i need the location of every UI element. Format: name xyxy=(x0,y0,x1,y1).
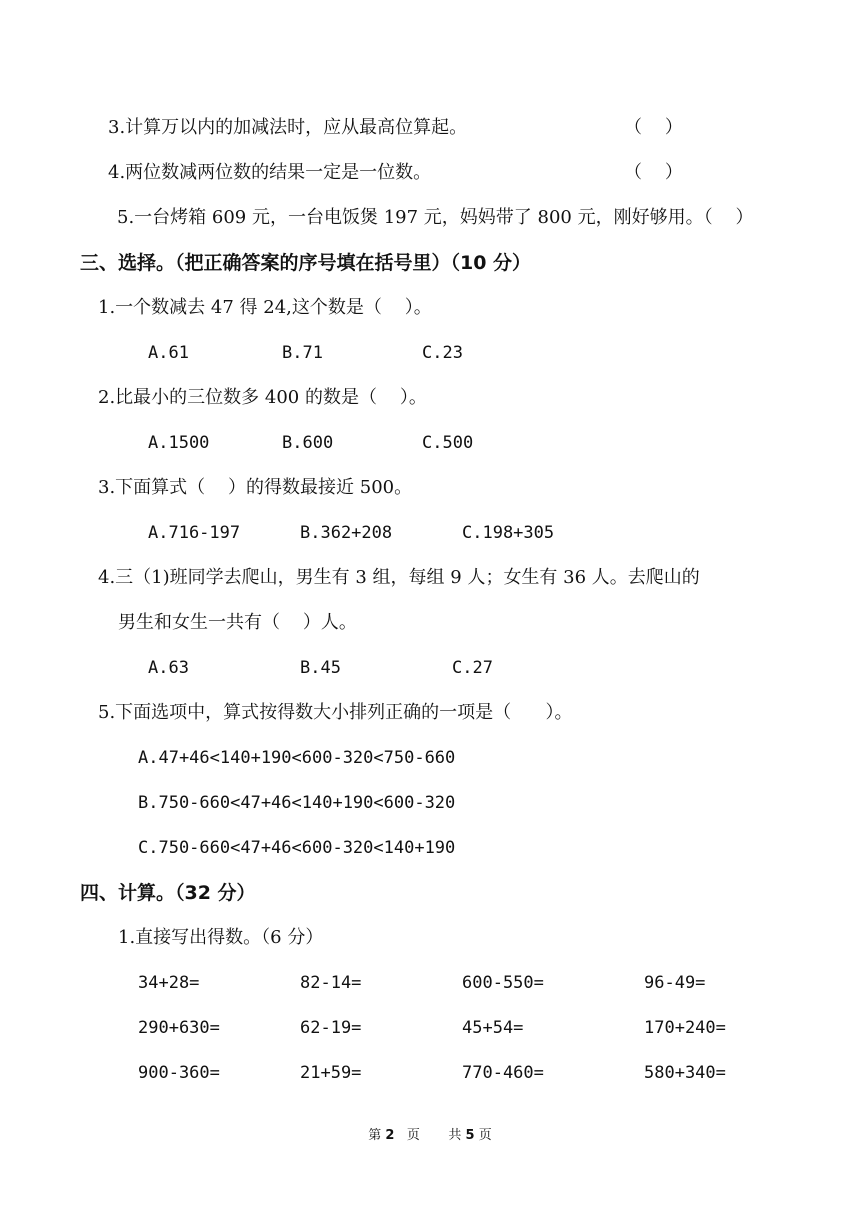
choice-2-option-a: A.1500 xyxy=(148,433,210,453)
choice-2-option-c: C.500 xyxy=(422,433,474,453)
calc-item: 62-19= xyxy=(300,1018,362,1038)
choice-3-option-b: B.362+208 xyxy=(300,523,393,543)
choice-4-option-c: C.27 xyxy=(452,658,493,678)
page-prefix: 第 xyxy=(368,1128,382,1143)
total-number: 5 xyxy=(465,1128,475,1143)
calc-subsection-1-title: 1.直接写出得数。（6 分） xyxy=(118,927,324,948)
choice-4-option-b: B.45 xyxy=(300,658,341,678)
choice-5-option-c: C.750-660<47+46<600-320<140+190 xyxy=(138,838,456,858)
calc-item: 96-49= xyxy=(644,973,706,993)
judge-answer-paren-3[interactable]: （ ） xyxy=(624,117,683,138)
total-unit: 页 xyxy=(478,1128,492,1143)
judge-question-5: 5.一台烤箱 609 元，一台电饭煲 197 元，妈妈带了 800 元，刚好够用。（ ） xyxy=(117,207,754,228)
calc-item: 34+28= xyxy=(138,973,200,993)
choice-5-option-b: B.750-660<47+46<140+190<600-320 xyxy=(138,793,456,813)
judge-question-4: 4.两位数减两位数的结果一定是一位数。 xyxy=(108,162,432,183)
choice-question-3: 3.下面算式（ ）的得数最接近 500。 xyxy=(98,477,413,498)
total-prefix: 共 xyxy=(448,1128,462,1143)
calc-item: 45+54= xyxy=(462,1018,524,1038)
judge-question-3: 3.计算万以内的加减法时，应从最高位算起。 xyxy=(108,117,468,138)
page-number: 2 xyxy=(385,1128,395,1143)
page-footer xyxy=(0,1126,860,1146)
choice-question-5: 5.下面选项中，算式按得数大小排列正确的一项是（ ）。 xyxy=(98,702,573,723)
choice-question-4-line-1: 4.三（1)班同学去爬山，男生有 3 组，每组 9 人；女生有 36 人。去爬山的 xyxy=(98,567,700,588)
choice-1-option-b: B.71 xyxy=(282,343,323,363)
section-4-title: 四、计算。（32 分） xyxy=(80,882,256,904)
page-indicator xyxy=(368,1128,420,1143)
choice-3-option-c: C.198+305 xyxy=(462,523,555,543)
calc-item: 170+240= xyxy=(644,1018,726,1038)
section-3-title: 三、选择。（把正确答案的序号填在括号里）（10 分） xyxy=(80,252,532,274)
judge-answer-paren-4[interactable]: （ ） xyxy=(624,162,683,183)
choice-1-option-a: A.61 xyxy=(148,343,189,363)
choice-4-option-a: A.63 xyxy=(148,658,189,678)
choice-question-4-line-2: 男生和女生一共有（ ）人。 xyxy=(118,612,357,633)
page-unit: 页 xyxy=(406,1128,420,1143)
choice-5-option-a: A.47+46<140+190<600-320<750-660 xyxy=(138,748,456,768)
choice-1-option-c: C.23 xyxy=(422,343,463,363)
calc-item: 290+630= xyxy=(138,1018,220,1038)
calc-item: 82-14= xyxy=(300,973,362,993)
calc-item: 21+59= xyxy=(300,1063,362,1083)
choice-2-option-b: B.600 xyxy=(282,433,334,453)
choice-question-1: 1.一个数减去 47 得 24,这个数是（ ）。 xyxy=(98,297,432,318)
choice-3-option-a: A.716-197 xyxy=(148,523,241,543)
calc-item: 770-460= xyxy=(462,1063,544,1083)
calc-item: 580+340= xyxy=(644,1063,726,1083)
choice-question-2: 2.比最小的三位数多 400 的数是（ ）。 xyxy=(98,387,427,408)
calc-item: 600-550= xyxy=(462,973,544,993)
total-pages xyxy=(448,1128,491,1143)
calc-item: 900-360= xyxy=(138,1063,220,1083)
